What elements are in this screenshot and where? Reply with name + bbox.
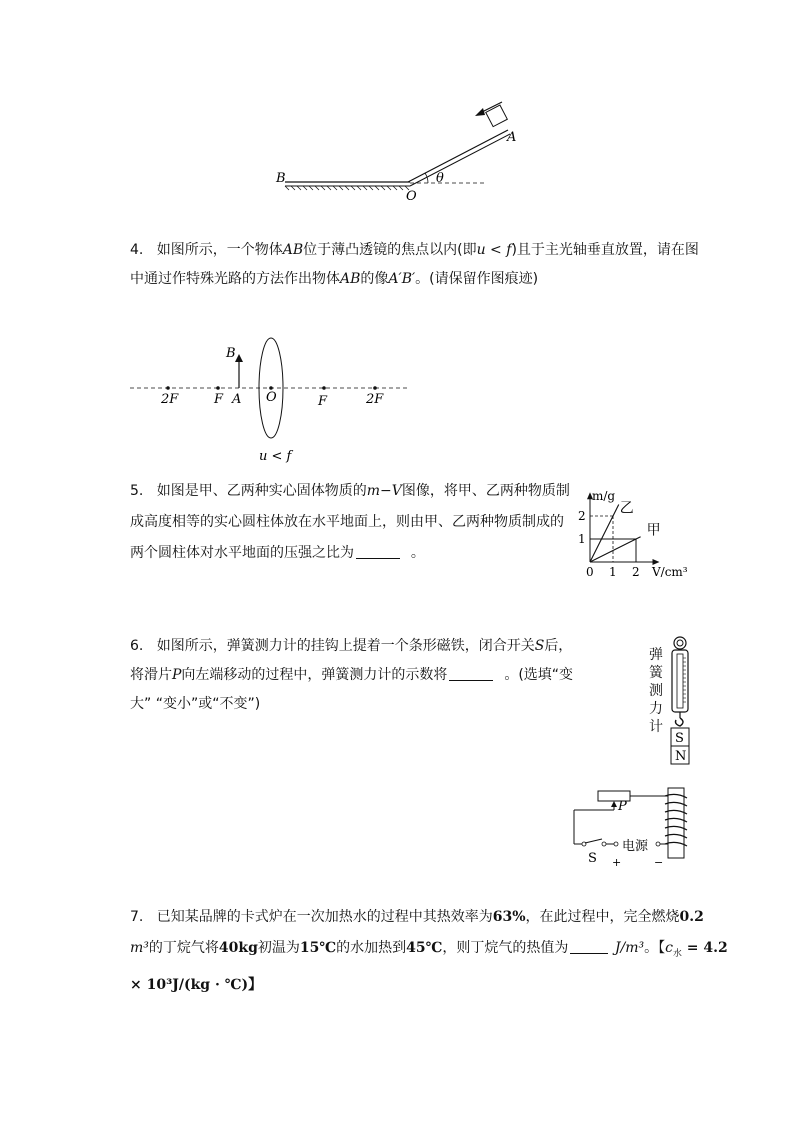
q5-number: 5. [130, 483, 144, 499]
q4-ab: AB [340, 271, 361, 287]
x-axis-label: V/cm³ [652, 565, 688, 579]
q4-text: 。(请保留作图痕迹) [415, 271, 539, 287]
q6-p: P [172, 667, 182, 683]
q7-efficiency: 63% [492, 909, 526, 925]
label-char: 测 [649, 683, 663, 699]
label-char: 弹 [649, 647, 663, 663]
x-tick-label: 0 [586, 565, 594, 579]
q7-text: 已知某品牌的卡式炉在一次加热水的过程中其热效率为 [156, 909, 493, 925]
q7-t2: 45℃ [406, 940, 443, 956]
series-line-jia [590, 537, 641, 562]
q5-text: 两个圆柱体对水平地面的压强之比为 [130, 545, 354, 561]
q7-text: 初温为 [257, 940, 300, 956]
q7-mass: 40kg [218, 940, 258, 956]
q5-text: 。 [410, 545, 425, 561]
q7-t1: 15℃ [299, 940, 337, 956]
lens-caption: u < f [259, 449, 292, 464]
power-label: 电源 [622, 839, 649, 854]
q7-text: 。【 [644, 940, 666, 956]
q6-line2 [130, 661, 590, 690]
q4-line1 [130, 236, 700, 265]
answer-blank[interactable] [570, 939, 608, 954]
q6-text: 。(选填“变 [504, 667, 574, 683]
series-label-jia: 甲 [646, 522, 661, 539]
series-line-yi [590, 505, 619, 563]
label-O: O [266, 390, 277, 405]
question-7 [130, 902, 728, 1001]
label-A: A [507, 130, 517, 145]
x-tick-label: 2 [632, 565, 640, 579]
y-tick-label: 1 [578, 532, 586, 546]
q7-text: 的丁烷气将 [148, 940, 219, 956]
q4-text: 中通过作特殊光路的方法作出物体 [130, 271, 340, 287]
q7-text: ，在此过程中，完全燃烧 [525, 909, 680, 925]
q7-line1 [130, 902, 704, 933]
q6-s: S [534, 638, 545, 654]
q4-text: 位于薄凸透镜的焦点以内(即 [303, 242, 477, 258]
circuit-figure [568, 786, 696, 868]
q5-line2: 成高度相等的实心圆柱体放在水平地面上，则由甲、乙两种物质制成的 [130, 514, 564, 530]
q4-number: 4. [130, 242, 144, 258]
incline-figure [270, 100, 517, 208]
q4-cond: u < f [476, 242, 512, 258]
q6-number: 6. [130, 638, 144, 654]
q7-c-symbol: c [665, 940, 673, 956]
q7-unit: m³ [130, 940, 149, 956]
label-B: B [276, 171, 286, 186]
spring-scale-figure [664, 636, 696, 768]
q7-text: 的水加热到 [336, 940, 407, 956]
question-5 [130, 476, 570, 569]
q6-text: 将滑片 [130, 667, 172, 683]
label-theta: θ [436, 171, 444, 186]
answer-blank[interactable] [356, 544, 400, 559]
label-char: 计 [649, 719, 663, 735]
q7-c-value: = 4.2 [681, 940, 728, 956]
label-F-left: F [214, 392, 224, 407]
label-char: 簧 [649, 665, 663, 681]
q7-volume: 0.2 [679, 909, 704, 925]
q4-ab: AB [282, 242, 304, 258]
label-S: S [588, 851, 597, 866]
q4-image-label: A′B′ [388, 271, 416, 287]
answer-blank[interactable] [449, 666, 493, 681]
spring-scale-label [648, 646, 664, 736]
q7-unit2: J/m³ [614, 940, 645, 956]
y-axis-label: m/g [592, 489, 616, 504]
q7-line2 [130, 933, 728, 970]
q7-text: ，则丁烷气的热值为 [442, 940, 569, 956]
series-label-yi: 乙 [619, 500, 634, 517]
q7-number: 7. [130, 909, 144, 925]
label-2F-right: 2F [366, 392, 384, 407]
q4-line2 [130, 265, 700, 294]
q7-line3: × 10³J/(kg · ℃)】 [130, 976, 263, 993]
plus-sign: + [612, 856, 622, 869]
label-2F-left: 2F [161, 392, 179, 407]
q5-line3 [130, 538, 570, 569]
y-tick-label: 2 [578, 509, 586, 523]
label-B: B [226, 346, 236, 361]
q6-line3: 大” “变小”或“不变”) [130, 696, 261, 712]
label-char: 力 [649, 701, 663, 717]
q6-line1 [130, 632, 590, 661]
x-tick-label: 1 [609, 565, 617, 579]
q6-text: 后， [544, 638, 573, 654]
q5-text: 如图是甲、乙两种实心固体物质的 [156, 483, 367, 499]
magnet-N: N [675, 749, 687, 764]
label-O: O [406, 189, 417, 204]
q4-text: 如图所示，一个物体 [156, 242, 283, 258]
label-A: A [232, 392, 242, 407]
q5-text: 图像，将甲、乙两种物质制 [401, 483, 570, 499]
label-P: P [618, 799, 627, 814]
q4-text: )且于主光轴垂直放置，请在图 [511, 242, 699, 258]
q6-text: 如图所示，弹簧测力计的挂钩上提着一个条形磁铁，闭合开关 [156, 638, 535, 654]
question-4 [130, 236, 700, 294]
q5-mv: m−V [366, 483, 402, 499]
q7-c-subscript: 水 [672, 948, 682, 959]
question-6 [130, 632, 590, 719]
minus-sign: − [654, 856, 664, 869]
label-F-right: F [318, 394, 328, 409]
lens-figure [125, 335, 415, 470]
magnet-S: S [675, 731, 684, 746]
q5-line1 [130, 476, 570, 507]
mv-chart [570, 478, 700, 586]
q6-text: 向左端移动的过程中，弹簧测力计的示数将 [181, 667, 448, 683]
q4-text: 的像 [360, 271, 389, 287]
